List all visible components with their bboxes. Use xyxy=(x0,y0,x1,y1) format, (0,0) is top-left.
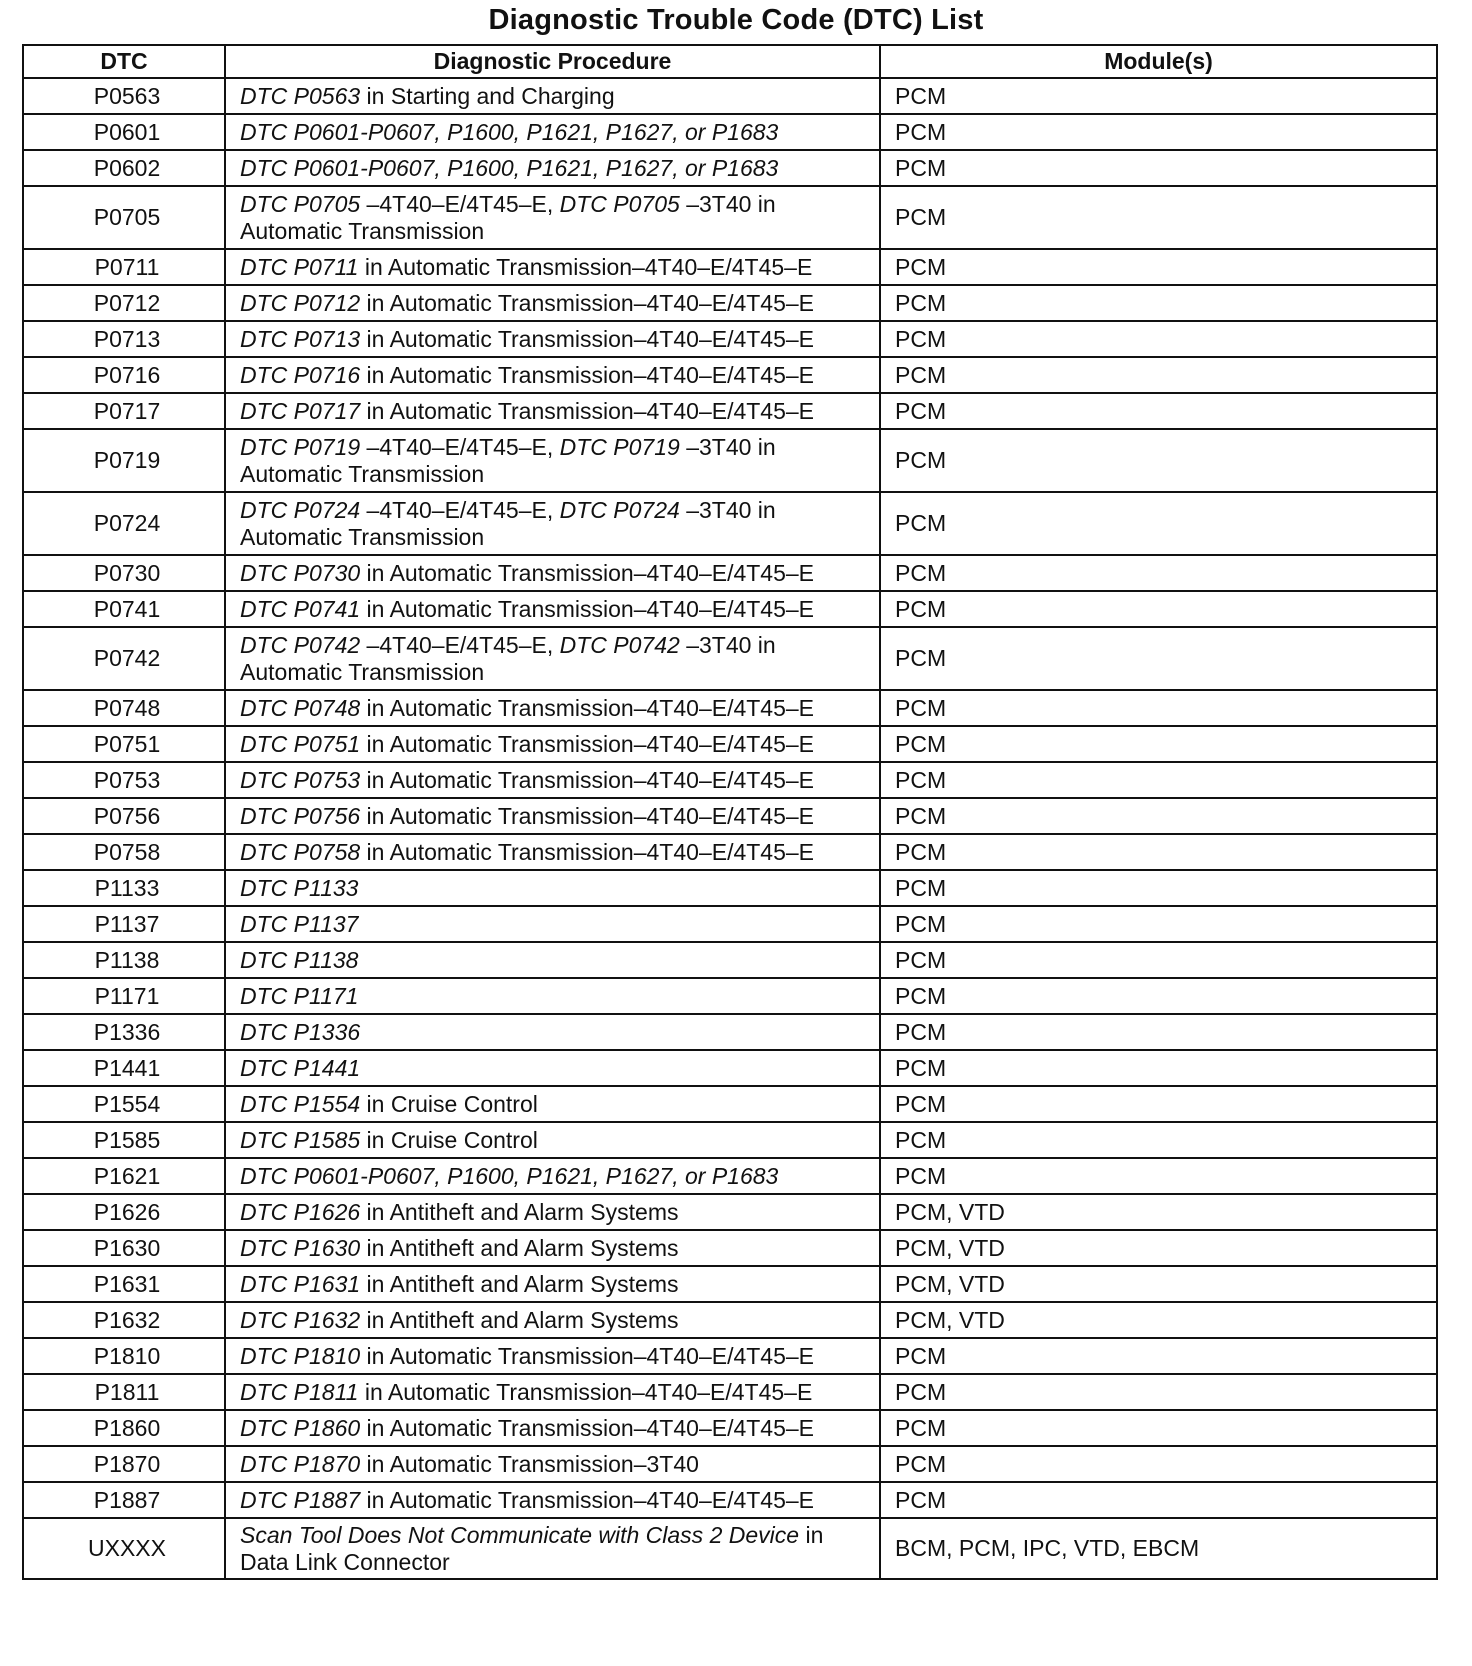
modules-cell: PCM, VTD xyxy=(880,1266,1437,1302)
procedure-cell xyxy=(225,1338,880,1374)
dtc-code-cell: P0724 xyxy=(23,492,225,555)
procedure-text: in Automatic Transmission–4T40–E/4T45–E xyxy=(358,1378,813,1405)
modules-cell: PCM xyxy=(880,690,1437,726)
dtc-code-cell: P0719 xyxy=(23,429,225,492)
table-row xyxy=(23,1374,1437,1410)
table-row xyxy=(23,591,1437,627)
procedure-reference: DTC P1630 xyxy=(240,1234,361,1261)
procedure-reference: DTC P0705 xyxy=(559,190,680,217)
modules-cell: PCM xyxy=(880,1410,1437,1446)
procedure-text: in Starting and Charging xyxy=(360,82,615,109)
modules-cell: PCM xyxy=(880,627,1437,690)
modules-cell: PCM xyxy=(880,150,1437,186)
dtc-code-cell: P1441 xyxy=(23,1050,225,1086)
procedure-text: –4T40–E/4T45–E, xyxy=(360,433,560,460)
modules-cell: PCM xyxy=(880,1482,1437,1518)
procedure-reference: DTC P1811 xyxy=(240,1378,359,1405)
modules-cell: PCM xyxy=(880,321,1437,357)
modules-cell: PCM, VTD xyxy=(880,1194,1437,1230)
procedure-reference: DTC P0724 xyxy=(559,496,680,523)
page-title: Diagnostic Trouble Code (DTC) List xyxy=(488,4,984,36)
procedure-reference: DTC P0741 xyxy=(240,595,361,622)
procedure-text: in Automatic Transmission–4T40–E/4T45–E xyxy=(360,838,815,865)
procedure-reference: DTC P1336 xyxy=(240,1018,361,1045)
modules-cell: PCM xyxy=(880,114,1437,150)
procedure-reference: DTC P1626 xyxy=(240,1198,361,1225)
procedure-cell xyxy=(225,150,880,186)
procedure-text: in Automatic Transmission–4T40–E/4T45–E xyxy=(360,766,815,793)
dtc-code-cell: P1887 xyxy=(23,1482,225,1518)
procedure-reference: DTC P1870 xyxy=(240,1450,361,1477)
table-row xyxy=(23,429,1437,492)
table-row xyxy=(23,1230,1437,1266)
modules-cell: PCM xyxy=(880,1158,1437,1194)
procedure-reference: DTC P1138 xyxy=(240,946,359,973)
table-row xyxy=(23,492,1437,555)
procedure-text: in Antitheft and Alarm Systems xyxy=(360,1234,679,1261)
procedure-cell xyxy=(225,942,880,978)
procedure-cell xyxy=(225,906,880,942)
dtc-code-cell: P1870 xyxy=(23,1446,225,1482)
procedure-text: in Automatic Transmission–4T40–E/4T45–E xyxy=(360,595,815,622)
table-row xyxy=(23,1014,1437,1050)
procedure-cell xyxy=(225,1410,880,1446)
dtc-table xyxy=(22,44,1438,1580)
procedure-text: in Automatic Transmission–3T40 xyxy=(360,1450,699,1477)
procedure-text: in Automatic Transmission–4T40–E/4T45–E xyxy=(360,694,815,721)
procedure-text: in Automatic Transmission–4T40–E/4T45–E xyxy=(358,253,813,280)
procedure-text: in Automatic Transmission–4T40–E/4T45–E xyxy=(360,1342,815,1369)
modules-cell: PCM xyxy=(880,978,1437,1014)
dtc-code-cell: P1554 xyxy=(23,1086,225,1122)
procedure-cell xyxy=(225,591,880,627)
procedure-cell xyxy=(225,492,880,555)
table-row xyxy=(23,690,1437,726)
dtc-code-cell: P1810 xyxy=(23,1338,225,1374)
procedure-cell xyxy=(225,1374,880,1410)
procedure-reference: DTC P0563 xyxy=(240,82,361,109)
procedure-reference: DTC P1887 xyxy=(240,1486,361,1513)
procedure-reference: DTC P1171 xyxy=(240,982,359,1009)
modules-cell: PCM xyxy=(880,762,1437,798)
dtc-code-cell: P1631 xyxy=(23,1266,225,1302)
procedure-reference: DTC P0716 xyxy=(240,361,361,388)
column-header-modules: Module(s) xyxy=(880,45,1437,78)
modules-cell: PCM xyxy=(880,249,1437,285)
procedure-text: in Automatic Transmission–4T40–E/4T45–E xyxy=(360,1414,815,1441)
modules-cell: PCM xyxy=(880,942,1437,978)
procedure-text: in Antitheft and Alarm Systems xyxy=(360,1270,679,1297)
table-row xyxy=(23,186,1437,249)
procedure-reference: DTC P0756 xyxy=(240,802,361,829)
modules-cell: PCM xyxy=(880,1374,1437,1410)
dtc-code-cell: P0713 xyxy=(23,321,225,357)
procedure-text: in Automatic Transmission–4T40–E/4T45–E xyxy=(360,361,815,388)
table-row xyxy=(23,1338,1437,1374)
dtc-code-cell: P1630 xyxy=(23,1230,225,1266)
table-row xyxy=(23,1158,1437,1194)
modules-cell: PCM xyxy=(880,285,1437,321)
modules-cell: PCM, VTD xyxy=(880,1230,1437,1266)
column-header-dtc: DTC xyxy=(23,45,225,78)
procedure-cell xyxy=(225,555,880,591)
dtc-code-cell: P0751 xyxy=(23,726,225,762)
procedure-reference: DTC P0742 xyxy=(240,631,361,658)
procedure-reference: DTC P0601-P0607, P1600, P1621, P1627, or P1683 xyxy=(240,1162,779,1189)
procedure-reference: DTC P1554 xyxy=(240,1090,361,1117)
table-row xyxy=(23,834,1437,870)
modules-cell: PCM xyxy=(880,834,1437,870)
dtc-code-cell: P1860 xyxy=(23,1410,225,1446)
dtc-code-cell: P0563 xyxy=(23,78,225,114)
procedure-cell xyxy=(225,1122,880,1158)
dtc-code-cell: P1171 xyxy=(23,978,225,1014)
procedure-reference: DTC P1860 xyxy=(240,1414,361,1441)
procedure-cell xyxy=(225,78,880,114)
procedure-cell xyxy=(225,978,880,1014)
procedure-cell xyxy=(225,1194,880,1230)
procedure-reference: DTC P0717 xyxy=(240,397,361,424)
procedure-text: Automatic Transmission xyxy=(240,523,485,550)
procedure-text: –3T40 in xyxy=(679,631,776,658)
procedure-cell xyxy=(225,690,880,726)
procedure-cell xyxy=(225,1482,880,1518)
dtc-code-cell: P1138 xyxy=(23,942,225,978)
procedure-reference: DTC P1632 xyxy=(240,1306,361,1333)
procedure-reference: Scan Tool Does Not Communicate with Class 2 Device xyxy=(240,1521,800,1548)
procedure-text: in Automatic Transmission–4T40–E/4T45–E xyxy=(360,730,815,757)
procedure-cell xyxy=(225,393,880,429)
table-row xyxy=(23,978,1437,1014)
modules-cell: PCM xyxy=(880,429,1437,492)
procedure-cell xyxy=(225,429,880,492)
modules-cell: PCM xyxy=(880,1014,1437,1050)
modules-cell: PCM xyxy=(880,1086,1437,1122)
procedure-cell xyxy=(225,249,880,285)
procedure-reference: DTC P0713 xyxy=(240,325,361,352)
dtc-code-cell: P0730 xyxy=(23,555,225,591)
modules-cell: BCM, PCM, IPC, VTD, EBCM xyxy=(880,1518,1437,1579)
procedure-cell xyxy=(225,798,880,834)
procedure-reference: DTC P0742 xyxy=(559,631,680,658)
procedure-reference: DTC P1631 xyxy=(240,1270,361,1297)
procedure-text: Automatic Transmission xyxy=(240,217,485,244)
procedure-text: Automatic Transmission xyxy=(240,658,485,685)
table-body xyxy=(23,78,1437,1579)
procedure-cell xyxy=(225,186,880,249)
procedure-reference: DTC P0705 xyxy=(240,190,361,217)
procedure-text: –3T40 in xyxy=(679,496,776,523)
dtc-code-cell: P0716 xyxy=(23,357,225,393)
procedure-reference: DTC P0601-P0607, P1600, P1621, P1627, or P1683 xyxy=(240,118,779,145)
modules-cell: PCM xyxy=(880,186,1437,249)
procedure-cell xyxy=(225,1086,880,1122)
modules-cell: PCM xyxy=(880,1050,1437,1086)
modules-cell: PCM xyxy=(880,906,1437,942)
procedure-reference: DTC P0748 xyxy=(240,694,361,721)
dtc-code-cell: P0711 xyxy=(23,249,225,285)
modules-cell: PCM xyxy=(880,492,1437,555)
dtc-code-cell: P1133 xyxy=(23,870,225,906)
procedure-text: in xyxy=(799,1521,824,1548)
dtc-code-cell: P1336 xyxy=(23,1014,225,1050)
procedure-text: –4T40–E/4T45–E, xyxy=(360,190,560,217)
procedure-reference: DTC P1810 xyxy=(240,1342,361,1369)
procedure-cell xyxy=(225,1230,880,1266)
procedure-text: in Automatic Transmission–4T40–E/4T45–E xyxy=(360,1486,815,1513)
table-row xyxy=(23,870,1437,906)
table-row xyxy=(23,555,1437,591)
modules-cell: PCM, VTD xyxy=(880,1302,1437,1338)
table-row xyxy=(23,150,1437,186)
procedure-reference: DTC P0719 xyxy=(559,433,680,460)
modules-cell: PCM xyxy=(880,357,1437,393)
procedure-text: –3T40 in xyxy=(679,190,776,217)
procedure-reference: DTC P0730 xyxy=(240,559,361,586)
modules-cell: PCM xyxy=(880,798,1437,834)
dtc-code-cell: P0758 xyxy=(23,834,225,870)
procedure-cell xyxy=(225,321,880,357)
modules-cell: PCM xyxy=(880,1338,1437,1374)
procedure-text: in Cruise Control xyxy=(360,1126,538,1153)
procedure-text: –4T40–E/4T45–E, xyxy=(360,496,560,523)
procedure-text: in Automatic Transmission–4T40–E/4T45–E xyxy=(360,289,815,316)
modules-cell: PCM xyxy=(880,591,1437,627)
dtc-code-cell: P0756 xyxy=(23,798,225,834)
table-row xyxy=(23,798,1437,834)
procedure-text: in Antitheft and Alarm Systems xyxy=(360,1198,679,1225)
procedure-cell xyxy=(225,1446,880,1482)
procedure-text: –3T40 in xyxy=(679,433,776,460)
dtc-code-cell: P1811 xyxy=(23,1374,225,1410)
modules-cell: PCM xyxy=(880,78,1437,114)
table-row xyxy=(23,249,1437,285)
table-row xyxy=(23,1050,1437,1086)
procedure-cell xyxy=(225,1518,880,1579)
table-row xyxy=(23,114,1437,150)
dtc-code-cell: P0601 xyxy=(23,114,225,150)
procedure-reference: DTC P0711 xyxy=(240,253,359,280)
modules-cell: PCM xyxy=(880,1122,1437,1158)
table-row xyxy=(23,1410,1437,1446)
table-row xyxy=(23,1302,1437,1338)
table-row xyxy=(23,393,1437,429)
table-row xyxy=(23,321,1437,357)
dtc-code-cell: P0712 xyxy=(23,285,225,321)
table-row xyxy=(23,942,1437,978)
procedure-cell xyxy=(225,870,880,906)
dtc-code-cell: P0753 xyxy=(23,762,225,798)
modules-cell: PCM xyxy=(880,870,1437,906)
procedure-text: in Antitheft and Alarm Systems xyxy=(360,1306,679,1333)
procedure-text: Automatic Transmission xyxy=(240,460,485,487)
procedure-cell xyxy=(225,1266,880,1302)
procedure-cell xyxy=(225,1158,880,1194)
dtc-code-cell: P1621 xyxy=(23,1158,225,1194)
table-row xyxy=(23,762,1437,798)
procedure-text: in Automatic Transmission–4T40–E/4T45–E xyxy=(360,397,815,424)
table-row xyxy=(23,285,1437,321)
dtc-code-cell: P0602 xyxy=(23,150,225,186)
procedure-text: in Automatic Transmission–4T40–E/4T45–E xyxy=(360,802,815,829)
procedure-reference: DTC P0712 xyxy=(240,289,361,316)
table-row xyxy=(23,1122,1437,1158)
modules-cell: PCM xyxy=(880,393,1437,429)
procedure-reference: DTC P0719 xyxy=(240,433,361,460)
procedure-reference: DTC P0751 xyxy=(240,730,361,757)
procedure-cell xyxy=(225,1302,880,1338)
procedure-text: in Automatic Transmission–4T40–E/4T45–E xyxy=(360,559,815,586)
procedure-reference: DTC P0601-P0607, P1600, P1621, P1627, or P1683 xyxy=(240,154,779,181)
dtc-code-cell: P0741 xyxy=(23,591,225,627)
table-row xyxy=(23,1446,1437,1482)
modules-cell: PCM xyxy=(880,555,1437,591)
modules-cell: PCM xyxy=(880,726,1437,762)
procedure-text: in Cruise Control xyxy=(360,1090,538,1117)
procedure-cell xyxy=(225,1014,880,1050)
table-row xyxy=(23,1266,1437,1302)
procedure-reference: DTC P0753 xyxy=(240,766,361,793)
dtc-code-cell: P1585 xyxy=(23,1122,225,1158)
table-row xyxy=(23,726,1437,762)
table-row xyxy=(23,1482,1437,1518)
dtc-code-cell: P0717 xyxy=(23,393,225,429)
modules-cell: PCM xyxy=(880,1446,1437,1482)
procedure-reference: DTC P1441 xyxy=(240,1054,361,1081)
dtc-code-cell: P1632 xyxy=(23,1302,225,1338)
table-row xyxy=(23,1518,1437,1579)
dtc-code-cell: UXXXX xyxy=(23,1518,225,1579)
dtc-code-cell: P0742 xyxy=(23,627,225,690)
table-header-row xyxy=(23,45,1437,78)
procedure-reference: DTC P0758 xyxy=(240,838,361,865)
dtc-code-cell: P1137 xyxy=(23,906,225,942)
procedure-reference: DTC P1133 xyxy=(240,874,359,901)
procedure-reference: DTC P0724 xyxy=(240,496,361,523)
procedure-cell xyxy=(225,285,880,321)
procedure-text: –4T40–E/4T45–E, xyxy=(360,631,560,658)
procedure-reference: DTC P1585 xyxy=(240,1126,361,1153)
table-row xyxy=(23,78,1437,114)
procedure-reference: DTC P1137 xyxy=(240,910,359,937)
procedure-cell xyxy=(225,762,880,798)
procedure-cell xyxy=(225,114,880,150)
table-row xyxy=(23,1086,1437,1122)
dtc-code-cell: P0748 xyxy=(23,690,225,726)
procedure-cell xyxy=(225,1050,880,1086)
procedure-text: in Automatic Transmission–4T40–E/4T45–E xyxy=(360,325,815,352)
procedure-text: Data Link Connector xyxy=(240,1548,450,1575)
table-row xyxy=(23,906,1437,942)
dtc-code-cell: P0705 xyxy=(23,186,225,249)
procedure-cell xyxy=(225,627,880,690)
procedure-cell xyxy=(225,357,880,393)
procedure-cell xyxy=(225,834,880,870)
table-row xyxy=(23,357,1437,393)
procedure-cell xyxy=(225,726,880,762)
table-row xyxy=(23,1194,1437,1230)
table-row xyxy=(23,627,1437,690)
dtc-code-cell: P1626 xyxy=(23,1194,225,1230)
column-header-procedure: Diagnostic Procedure xyxy=(225,45,880,78)
